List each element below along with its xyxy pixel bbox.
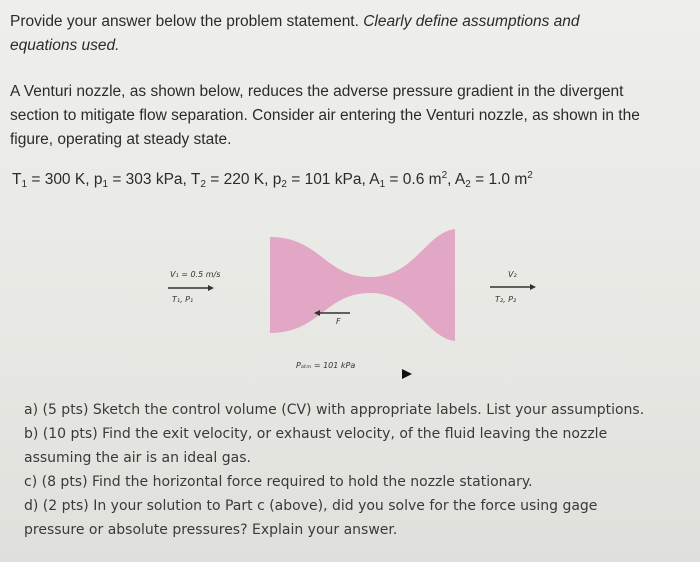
force-label: F <box>336 317 341 326</box>
venturi-diagram <box>150 225 570 395</box>
instructions-text: Provide your answer below the problem statement. <box>10 13 364 30</box>
question-list <box>24 398 674 542</box>
given-values: $T_1 = 300$ K, $p_1 = 303$ kPa, $T_2 = 220$ K, $p_2 = 101$ kPa, $A_1 = 0.6$ $m^2$, $A_2 = 1.0$ $m^2$ <box>12 170 533 190</box>
question-d: d) (2 pts) In your solution to Part c (above), did you solve for the force using gage <box>24 498 598 514</box>
cursor-icon <box>402 369 412 379</box>
inlet-velocity-label: V₁ = 0.5 m/s <box>170 270 221 279</box>
question-d-continued: pressure or absolute pressures? Explain your answer. <box>24 522 398 538</box>
inlet-arrowhead-icon <box>208 285 214 291</box>
venturi-nozzle-shape <box>270 229 455 341</box>
instructions-italic: Clearly define assumptions and equations used. <box>10 13 580 54</box>
instructions <box>10 10 650 58</box>
question-b-continued: assuming the air is an ideal gas. <box>24 450 251 466</box>
question-a: a) (5 pts) Sketch the control volume (CV) with appropriate labels. List your assumptions. <box>24 402 645 418</box>
inlet-state-label: T₁, P₁ <box>172 295 194 304</box>
outlet-state-label: T₂, P₂ <box>495 295 517 304</box>
question-b: b) (10 pts) Find the exit velocity, or exhaust velocity, of the fluid leaving the nozzle <box>24 426 608 442</box>
atmospheric-pressure-label: Pₐₜₘ = 101 kPa <box>296 361 356 370</box>
question-c: c) (8 pts) Find the horizontal force required to hold the nozzle stationary. <box>24 474 533 490</box>
venturi-figure <box>150 225 570 395</box>
problem-statement: A Venturi nozzle, as shown below, reduces the adverse pressure gradient in the divergent section to mitigate flow separation. Consider air entering the Venturi nozzle, as shown in the figure, operating at steady state. <box>10 83 640 148</box>
outlet-velocity-label: V₂ <box>508 270 517 279</box>
outlet-arrowhead-icon <box>530 284 536 290</box>
